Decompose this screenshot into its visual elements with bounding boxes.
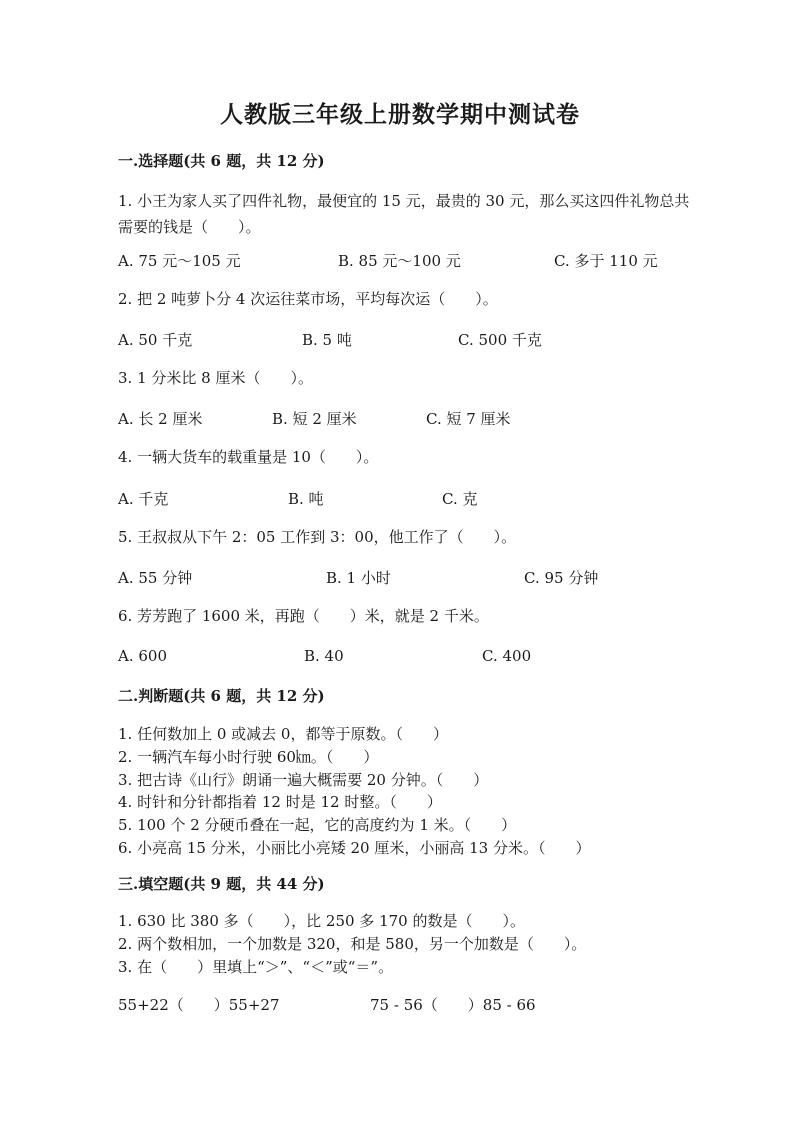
page-title: 人教版三年级上册数学期中测试卷 xyxy=(220,101,580,128)
option-c: C. 400 xyxy=(482,647,532,665)
option-a: A. 50 千克 xyxy=(118,331,193,349)
choice-question-6: 6. 芳芳跑了 1600 米，再跑（ ）米，就是 2 千米。 xyxy=(118,607,489,625)
judge-item-4: 4. 时针和分针都指着 12 时是 12 时整。（ ） xyxy=(118,793,442,811)
judge-item-1: 1. 任何数加上 0 或减去 0，都等于原数。（ ） xyxy=(118,725,448,743)
compare-expression-left: 55+22（ ）55+27 xyxy=(118,996,280,1014)
choice-question-1: 1. 小王为家人买了四件礼物，最便宜的 15 元，最贵的 30 元，那么买这四件礼物总共需要的钱是（ ）。 xyxy=(118,192,690,236)
option-b: B. 1 小时 xyxy=(326,569,391,587)
judge-item-6: 6. 小亮高 15 分米，小丽比小亮矮 20 厘米，小丽高 13 分米。（ ） xyxy=(118,839,591,857)
option-b: B. 40 xyxy=(304,647,344,665)
choice-options-1 xyxy=(118,250,698,274)
option-a: A. 千克 xyxy=(118,490,169,508)
option-c: C. 多于 110 元 xyxy=(554,252,658,270)
choice-options-4 xyxy=(118,488,698,512)
option-c: C. 短 7 厘米 xyxy=(426,410,511,428)
choice-options-2 xyxy=(118,329,698,353)
choice-question-4: 4. 一辆大货车的载重量是 10（ ）。 xyxy=(118,448,379,466)
fill-item-1: 1. 630 比 380 多（ ），比 250 多 170 的数是（ ）。 xyxy=(118,912,525,930)
option-a: A. 600 xyxy=(118,647,167,665)
compare-expression-right: 75 - 56（ ）85 - 66 xyxy=(370,996,536,1014)
option-a: A. 长 2 厘米 xyxy=(118,410,203,428)
option-b: B. 5 吨 xyxy=(302,331,352,349)
fill-item-2: 2. 两个数相加，一个加数是 320，和是 580，另一个加数是（ ）。 xyxy=(118,935,587,953)
choice-options-6 xyxy=(118,647,698,671)
option-c: C. 95 分钟 xyxy=(524,569,599,587)
section-heading-judge: 二.判断题(共 6 题，共 12 分) xyxy=(118,687,325,705)
section-heading-fill: 三.填空题(共 9 题，共 44 分) xyxy=(118,875,325,893)
judge-item-3: 3. 把古诗《山行》朗诵一遍大概需要 20 分钟。（ ） xyxy=(118,771,489,789)
judge-item-2: 2. 一辆汽车每小时行驶 60㎞。（ ） xyxy=(118,748,379,766)
choice-question-3: 3. 1 分米比 8 厘米（ ）。 xyxy=(118,369,313,387)
judge-item-5: 5. 100 个 2 分硬币叠在一起，它的高度约为 1 米。（ ） xyxy=(118,816,517,834)
option-b: B. 85 元～100 元 xyxy=(338,252,461,270)
option-a: A. 75 元～105 元 xyxy=(118,252,241,270)
option-b: B. 吨 xyxy=(288,490,324,508)
choice-question-5: 5. 王叔叔从下午 2：05 工作到 3：00，他工作了（ ）。 xyxy=(118,528,517,546)
section-heading-choice: 一.选择题(共 6 题，共 12 分) xyxy=(118,152,325,170)
fill-item-3: 3. 在（ ）里填上“＞”、“＜”或“＝”。 xyxy=(118,958,394,976)
choice-question-2: 2. 把 2 吨萝卜分 4 次运往菜市场，平均每次运（ ）。 xyxy=(118,290,498,308)
option-a: A. 55 分钟 xyxy=(118,569,193,587)
choice-options-5 xyxy=(118,567,698,591)
option-b: B. 短 2 厘米 xyxy=(272,410,357,428)
choice-options-3 xyxy=(118,408,698,432)
option-c: C. 500 千克 xyxy=(458,331,542,349)
option-c: C. 克 xyxy=(442,490,478,508)
